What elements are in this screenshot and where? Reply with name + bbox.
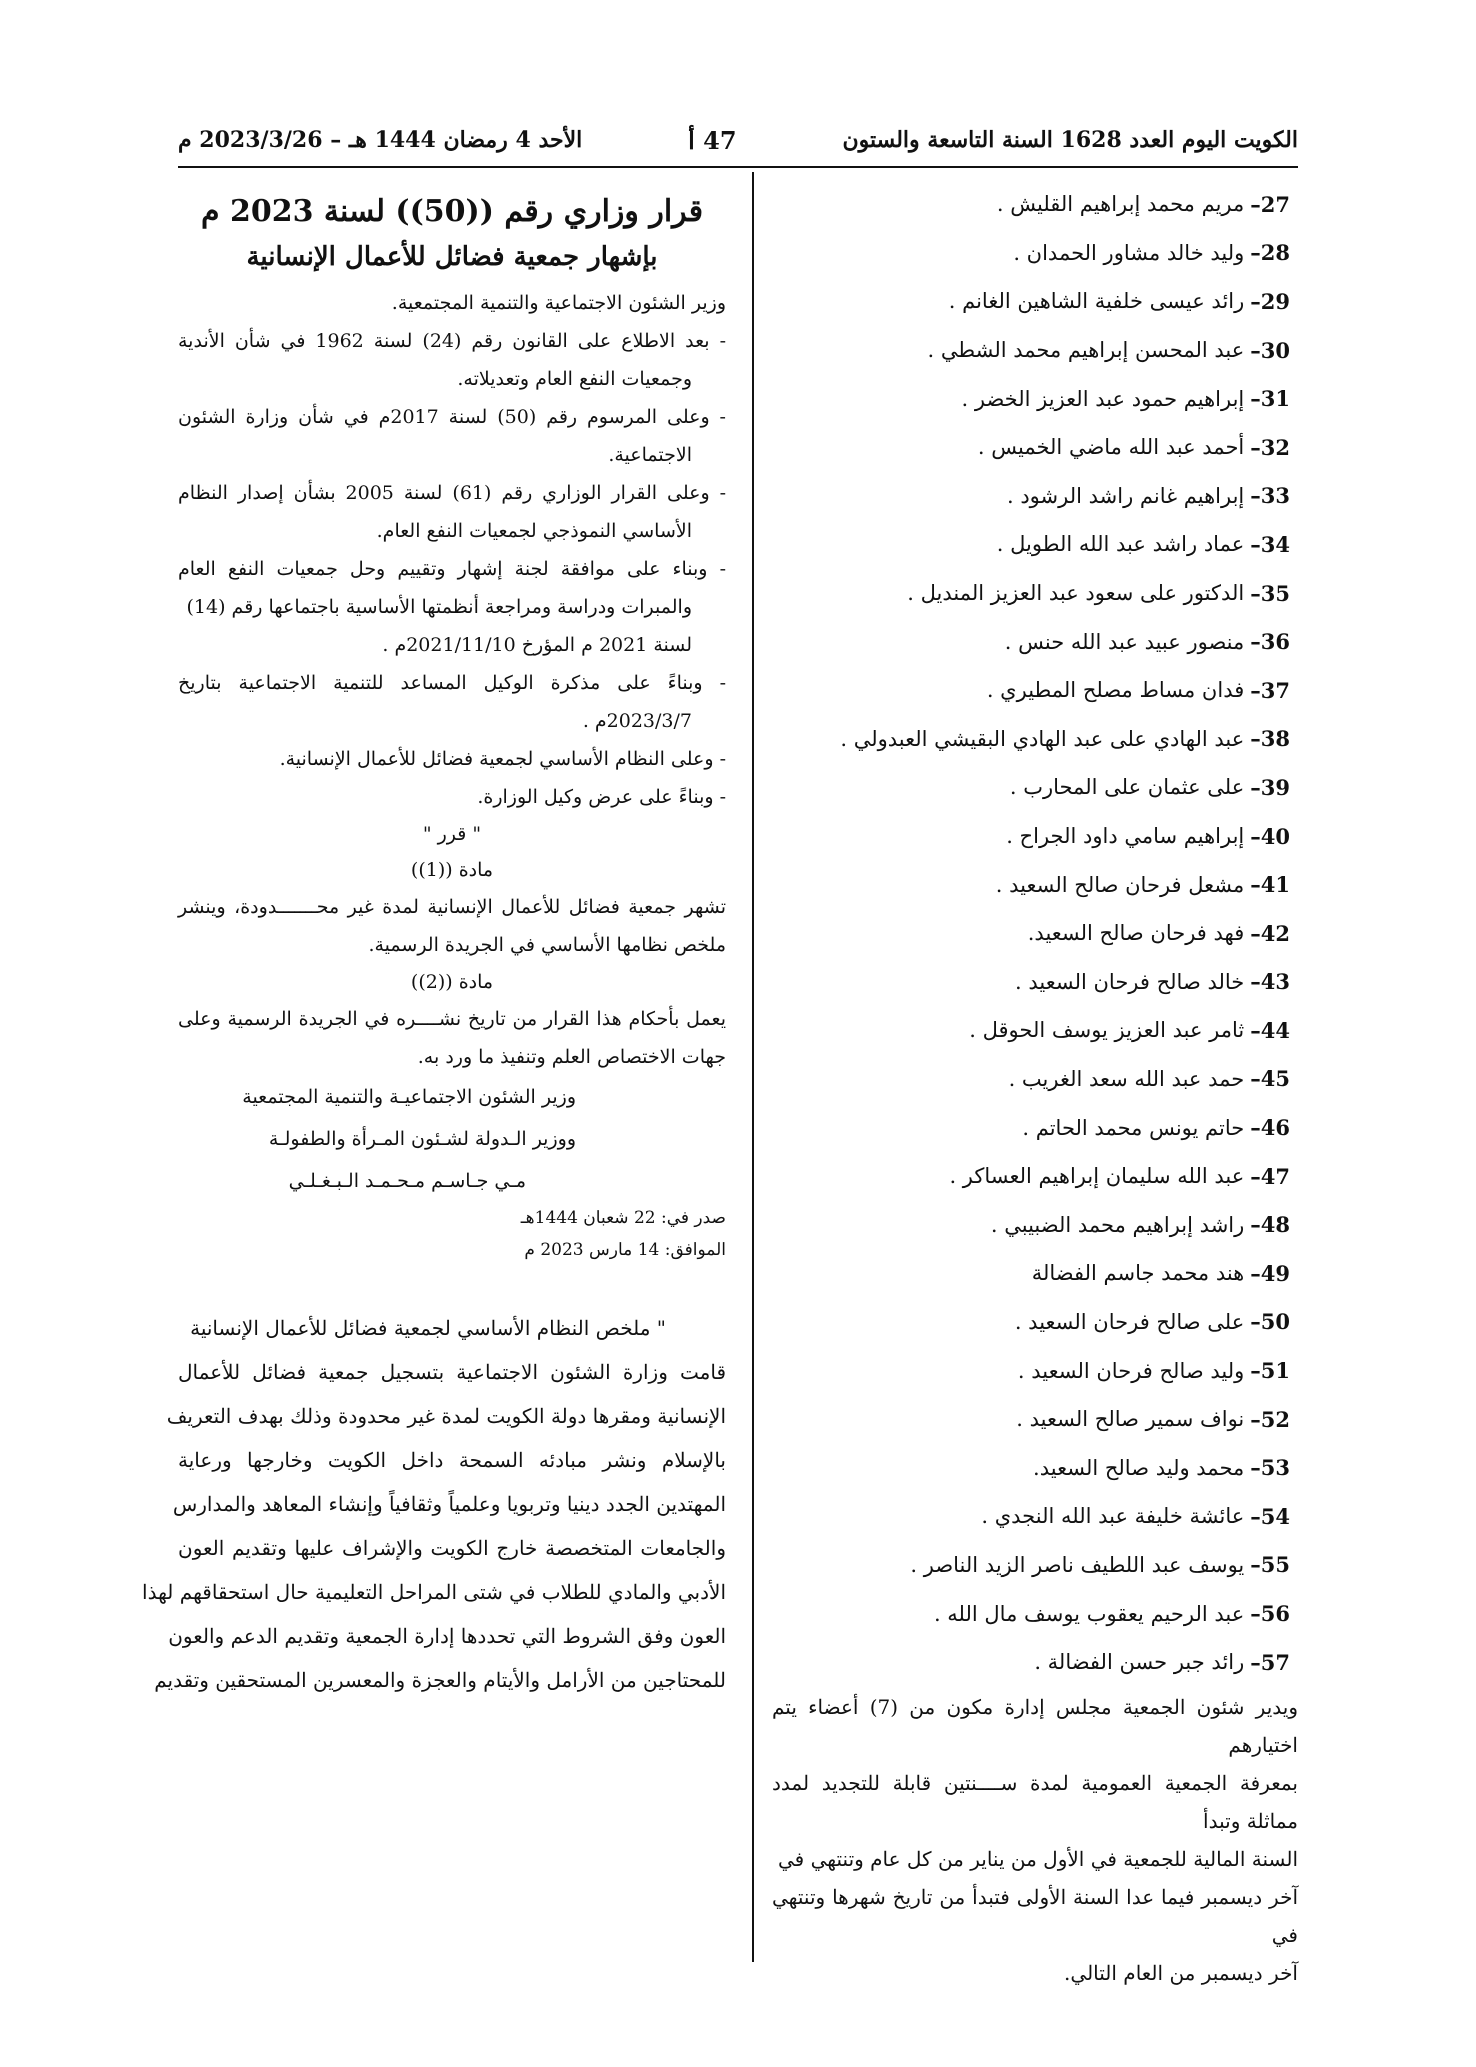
signature-name: مـي جـاسـم مـحـمـد الـبـغـلـي: [288, 1170, 526, 1192]
member-name: محمد وليد صالح السعيد.: [1033, 1455, 1245, 1480]
summary-line: العون وفق الشروط التي تحددها إدارة الجمعية وتقديم الدعم والعون: [168, 1624, 726, 1648]
article-1-line: ملخص نظامها الأساسي في الجريدة الرسمية.: [368, 934, 726, 956]
member-number: 43–: [1250, 969, 1290, 995]
member-number: 56–: [1250, 1601, 1290, 1627]
member-number: 45–: [1250, 1066, 1290, 1092]
preamble-line: والمبرات ودراسة ومراجعة أنظمتها الأساسية باجتماعها رقم (14): [186, 596, 692, 618]
member-name: إبراهيم حمود عبد العزيز الخضر .: [961, 386, 1245, 411]
member-name: يوسف عبد اللطيف ناصر الزيد الناصر .: [910, 1552, 1245, 1577]
member-number: 53–: [1250, 1455, 1290, 1481]
corresponding-date: الموافق: 14 مارس 2023 م: [524, 1240, 726, 1260]
member-number: 47–: [1250, 1163, 1290, 1189]
list-item: [772, 617, 1298, 666]
column-divider: [752, 172, 754, 1962]
members-column: [772, 180, 1298, 1992]
preamble-line: الأساسي النموذجي لجمعيات النفع العام.: [376, 520, 692, 542]
summary-line: قامت وزارة الشئون الاجتماعية بتسجيل جمعية فضائل للأعمال: [178, 1360, 726, 1384]
member-name: حمد عبد الله سعد الغريب .: [1008, 1066, 1245, 1091]
member-number: 32–: [1250, 434, 1290, 460]
issued-date: صدر في: 22 شعبان 1444هـ: [520, 1208, 726, 1228]
list-item: [772, 277, 1298, 326]
member-name: عبد الله سليمان إبراهيم العساكر .: [949, 1164, 1245, 1189]
member-name: فهد فرحان صالح السعيد.: [1027, 921, 1245, 946]
member-name: نواف سمير صالح السعيد .: [1016, 1407, 1245, 1432]
member-name: مشعل فرحان صالح السعيد .: [995, 872, 1245, 897]
member-number: 33–: [1250, 483, 1290, 509]
summary-line: الإنسانية ومقرها دولة الكويت لمدة غير محدودة وذلك بهدف التعريف: [166, 1404, 726, 1428]
decree-column: [142, 188, 726, 1702]
article-2-line: يعمل بأحكام هذا القرار من تاريخ نشــــره في الجريدة الرسمية وعلى: [178, 1008, 726, 1030]
signature-title: ووزير الـدولة لشـئون المـرأة والطفولـة: [268, 1128, 576, 1150]
member-number: 55–: [1250, 1552, 1290, 1578]
member-number: 42–: [1250, 920, 1290, 946]
member-name: راشد إبراهيم محمد الضبيبي .: [990, 1212, 1245, 1237]
member-number: 40–: [1250, 823, 1290, 849]
member-number: 37–: [1250, 677, 1290, 703]
preamble-line: 2023/3/7م .: [582, 710, 692, 732]
decree-title: قرار وزاري رقم ((50)) لسنة 2023 م: [200, 194, 704, 229]
member-name: عبد الرحيم يعقوب يوسف مال الله .: [933, 1601, 1245, 1626]
summary-heading: " ملخص النظام الأساسي لجمعية فضائل للأعمال الإنسانية: [190, 1316, 666, 1340]
list-item: [772, 666, 1298, 715]
member-number: 54–: [1250, 1503, 1290, 1529]
list-item: [772, 909, 1298, 958]
page-header: [178, 118, 1298, 162]
member-number: 34–: [1250, 531, 1290, 557]
member-number: 50–: [1250, 1309, 1290, 1335]
summary-section: [142, 1306, 726, 1702]
member-number: 38–: [1250, 726, 1290, 752]
list-item: [772, 1443, 1298, 1492]
list-item: [772, 472, 1298, 521]
member-number: 27–: [1250, 191, 1290, 217]
member-name: هند محمد جاسم الفضالة: [1031, 1261, 1245, 1286]
member-name: رائد عيسى خلفية الشاهين الغانم .: [948, 289, 1245, 314]
list-item: [772, 180, 1298, 229]
member-number: 46–: [1250, 1115, 1290, 1141]
members-list: [772, 180, 1298, 1686]
member-number: 36–: [1250, 629, 1290, 655]
summary-line: والجامعات المتخصصة خارج الكويت والإشراف عليها وتقديم العون: [178, 1536, 726, 1560]
summary-line: بالإسلام ونشر مبادئه السمحة داخل الكويت وخارجها ورعاية: [178, 1448, 726, 1472]
member-name: منصور عبيد عبد الله حنس .: [1004, 629, 1245, 654]
list-item: [772, 1103, 1298, 1152]
article-1-line: تشهر جمعية فضائل للأعمال الإنسانية لمدة غير محـــــــدودة، وينشر: [178, 896, 726, 918]
member-number: 52–: [1250, 1406, 1290, 1432]
board-line: آخر ديسمبر فيما عدا السنة الأولى فتبدأ من تاريخ شهرها وتنتهي في: [772, 1885, 1298, 1948]
member-name: عبد الهادي على عبد الهادي البقيشي العبدولي .: [840, 726, 1245, 751]
preamble-line: - وعلى النظام الأساسي لجمعية فضائل للأعمال الإنسانية.: [279, 748, 726, 770]
member-number: 39–: [1250, 774, 1290, 800]
member-name: فدان مساط مصلح المطيري .: [986, 678, 1245, 703]
list-item: [772, 423, 1298, 472]
header-date: الأحد 4 رمضان 1444 هـ – 2023/3/26 م: [178, 127, 583, 153]
list-item: [772, 860, 1298, 909]
member-name: وليد خالد مشاور الحمدان .: [1013, 240, 1245, 265]
summary-line: الأدبي والمادي للطلاب في شتى المراحل التعليمية حال استحقاقهم لهذا: [142, 1580, 726, 1604]
list-item: [772, 374, 1298, 423]
page-number: 47 أ: [688, 125, 737, 155]
board-line: بمعرفة الجمعية العمومية لمدة ســــنتين قابلة للتجديد لمدد مماثلة وتبدأ: [772, 1771, 1298, 1834]
member-name: حاتم يونس محمد الحاتم .: [1022, 1115, 1245, 1140]
signature-title: وزير الشئون الاجتماعيـة والتنمية المجتمعية: [242, 1086, 576, 1108]
member-name: إبراهيم غانم راشد الرشود .: [1006, 483, 1245, 508]
summary-lines: [142, 1350, 726, 1702]
list-item: [772, 1589, 1298, 1638]
list-item: [772, 1541, 1298, 1590]
article-2-title: مادة ((2)): [410, 971, 494, 993]
list-item: [772, 326, 1298, 375]
member-name: خالد صالح فرحان السعيد .: [1015, 969, 1245, 994]
list-item: [772, 1395, 1298, 1444]
member-number: 51–: [1250, 1358, 1290, 1384]
decree-subtitle: بإشهار جمعية فضائل للأعمال الإنسانية: [246, 242, 658, 272]
member-number: 31–: [1250, 386, 1290, 412]
header-rule: [178, 166, 1298, 168]
list-item: [772, 958, 1298, 1007]
board-line: آخر ديسمبر من العام التالي.: [1064, 1961, 1298, 1986]
list-item: [772, 715, 1298, 764]
board-line: السنة المالية للجمعية في الأول من يناير من كل عام وتنتهي في: [778, 1847, 1298, 1872]
article-1-title: مادة ((1)): [410, 859, 494, 881]
summary-line: المهتدين الجدد دينيا وتربويا وعلمياً وثقافياً وإنشاء المعاهد والمدارس: [172, 1492, 726, 1516]
preamble-line: - وعلى القرار الوزاري رقم (61) لسنة 2005 بشأن إصدار النظام: [178, 482, 726, 504]
list-item: [772, 1006, 1298, 1055]
preamble-line: الاجتماعية.: [608, 444, 692, 466]
summary-line: للمحتاجين من الأرامل والأيتام والعجزة والمعسرين المستحقين وتقديم: [154, 1668, 726, 1692]
preamble-line: وجمعيات النفع العام وتعديلاته.: [457, 368, 692, 390]
board-paragraph: [772, 1688, 1298, 1992]
preamble-line: - وعلى المرسوم رقم (50) لسنة 2017م في شأن وزارة الشئون: [178, 406, 726, 428]
member-name: على صالح فرحان السعيد .: [1014, 1309, 1245, 1334]
board-line: ويدير شئون الجمعية مجلس إدارة مكون من (7) أعضاء يتم اختيارهم: [772, 1695, 1298, 1758]
minister-line: وزير الشئون الاجتماعية والتنمية المجتمعية.: [391, 292, 726, 314]
list-item: [772, 229, 1298, 278]
preamble-line: لسنة 2021 م المؤرخ 2021/11/10م .: [382, 634, 692, 656]
decided-label: " قرر ": [422, 823, 482, 845]
member-name: رائد جبر حسن الفضالة .: [1034, 1650, 1245, 1675]
list-item: [772, 569, 1298, 618]
member-name: إبراهيم سامي داود الجراح .: [1006, 824, 1245, 849]
member-number: 30–: [1250, 337, 1290, 363]
list-item: [772, 1346, 1298, 1395]
member-number: 29–: [1250, 288, 1290, 314]
list-item: [772, 520, 1298, 569]
issue-info: الكويت اليوم العدد 1628 السنة التاسعة والستون: [842, 127, 1298, 153]
list-item: [772, 1152, 1298, 1201]
article-2-line: جهات الاختصاص العلم وتنفيذ ما ورد به.: [417, 1046, 726, 1068]
list-item: [772, 763, 1298, 812]
preamble-line: - وبناء على موافقة لجنة إشهار وتقييم وحل جمعيات النفع العام: [178, 558, 726, 580]
member-name: مريم محمد إبراهيم القليش .: [996, 192, 1245, 217]
member-name: عبد المحسن إبراهيم محمد الشطي .: [927, 338, 1245, 363]
member-name: على عثمان على المحارب .: [1009, 775, 1245, 800]
member-name: وليد صالح فرحان السعيد .: [1017, 1358, 1245, 1383]
preamble-line: - وبناءً على مذكرة الوكيل المساعد للتنمية الاجتماعية بتاريخ: [178, 672, 726, 694]
member-name: ثامر عبد العزيز يوسف الحوقل .: [969, 1018, 1245, 1043]
member-name: الدكتور على سعود عبد العزيز المنديل .: [907, 581, 1245, 606]
member-number: 48–: [1250, 1212, 1290, 1238]
list-item: [772, 1249, 1298, 1298]
list-item: [772, 1638, 1298, 1687]
list-item: [772, 1055, 1298, 1104]
list-item: [772, 1298, 1298, 1347]
member-name: عائشة خليفة عبد الله النجدي .: [981, 1504, 1245, 1529]
preamble-line: - بعد الاطلاع على القانون رقم (24) لسنة 1962 في شأن الأندية: [178, 330, 726, 352]
member-number: 44–: [1250, 1017, 1290, 1043]
list-item: [772, 1492, 1298, 1541]
member-name: أحمد عبد الله ماضي الخميس .: [977, 435, 1245, 460]
member-number: 28–: [1250, 240, 1290, 266]
list-item: [772, 812, 1298, 861]
list-item: [772, 1200, 1298, 1249]
member-number: 41–: [1250, 872, 1290, 898]
preamble-line: - وبناءً على عرض وكيل الوزارة.: [477, 786, 726, 808]
preamble: [178, 322, 726, 816]
member-number: 49–: [1250, 1260, 1290, 1286]
member-name: عماد راشد عبد الله الطويل .: [996, 532, 1245, 557]
member-number: 57–: [1250, 1649, 1290, 1675]
member-number: 35–: [1250, 580, 1290, 606]
